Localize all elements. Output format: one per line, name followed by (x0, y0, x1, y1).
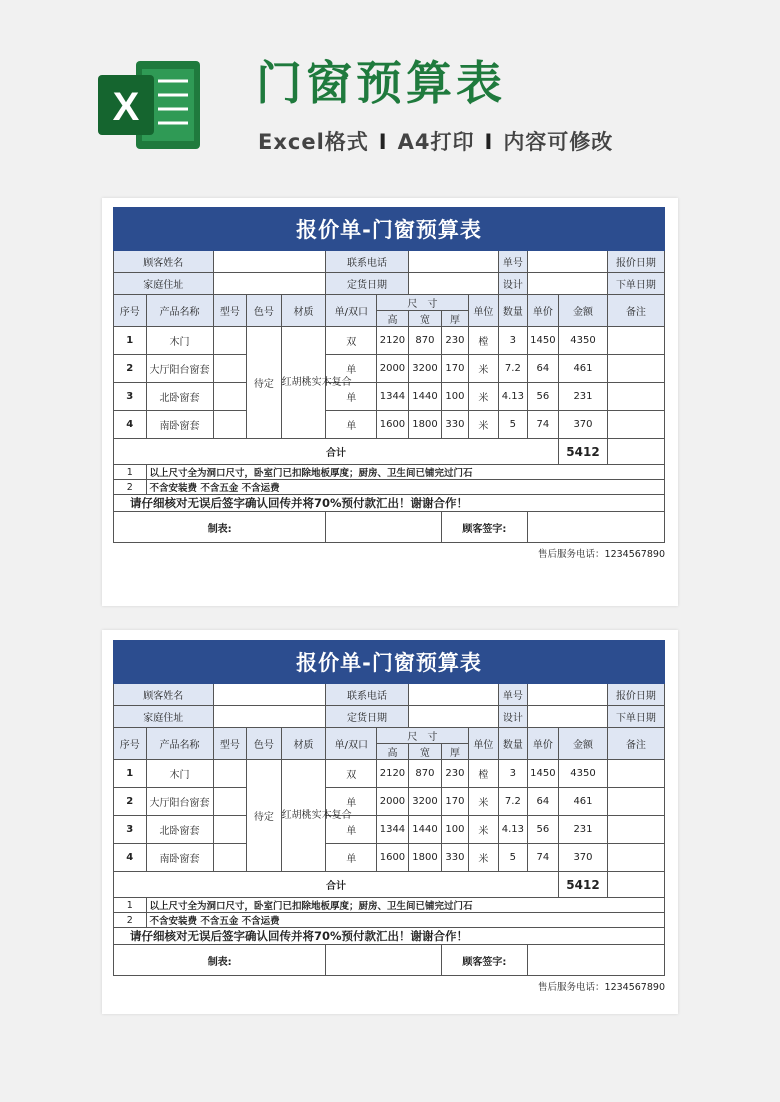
row-thickness: 100 (442, 383, 468, 411)
col-header-height: 高 (377, 744, 409, 760)
total-value: 5412 (559, 872, 608, 898)
row-unit: 樘 (468, 760, 498, 788)
col-header-material: 材质 (281, 728, 326, 760)
note-text: 以上尺寸全为洞口尺寸，卧室门已扣除地板厚度；厨房、卫生间已铺完过门石 (146, 465, 664, 480)
row-price: 1450 (527, 760, 559, 788)
row-height: 1344 (377, 383, 409, 411)
row-model (213, 760, 247, 788)
row-width: 1800 (408, 844, 442, 872)
customer-name-label: 顾客姓名 (114, 684, 214, 706)
design-field[interactable] (527, 706, 607, 728)
row-remark (607, 355, 664, 383)
design-label: 设计 (499, 706, 527, 728)
row-width: 1440 (408, 816, 442, 844)
design-label: 设计 (499, 273, 527, 295)
row-height: 2120 (377, 760, 409, 788)
order-no-label: 单号 (499, 684, 527, 706)
col-header-no: 序号 (114, 728, 147, 760)
row-thickness: 170 (442, 788, 468, 816)
material-cell: 红胡桃实木复合 (281, 760, 326, 872)
row-height: 2000 (377, 788, 409, 816)
service-phone: 售后服务电话：1234567890 (538, 549, 665, 560)
row-qty: 7.2 (499, 355, 527, 383)
table-row (114, 760, 665, 788)
table-row (114, 327, 665, 355)
col-header-unit: 单位 (468, 728, 498, 760)
customer-sign-field[interactable] (527, 512, 664, 543)
row-model (213, 816, 247, 844)
customer-sign-label: 顾客签字: (442, 945, 527, 976)
quote-date-label: 报价日期 (607, 251, 664, 273)
order-date-label: 定货日期 (326, 273, 408, 295)
row-price: 64 (527, 355, 559, 383)
row-model (213, 355, 247, 383)
row-unit: 米 (468, 816, 498, 844)
row-single-double: 单 (326, 355, 377, 383)
total-label: 合计 (114, 872, 559, 898)
service-phone: 售后服务电话：1234567890 (538, 982, 665, 993)
row-width: 3200 (408, 355, 442, 383)
col-header-color: 色号 (247, 728, 282, 760)
row-thickness: 230 (442, 327, 468, 355)
material-cell: 红胡桃实木复合 (281, 327, 326, 439)
row-model (213, 327, 247, 355)
customer-name-label: 顾客姓名 (114, 251, 214, 273)
customer-name-field[interactable] (213, 684, 326, 706)
row-no: 4 (114, 411, 147, 439)
order-date-field[interactable] (408, 706, 498, 728)
total-remark (607, 439, 664, 465)
order-no-label: 单号 (499, 251, 527, 273)
row-amount: 370 (559, 411, 608, 439)
maker-label: 制表: (114, 945, 326, 976)
col-header-remark: 备注 (607, 728, 664, 760)
maker-label: 制表: (114, 512, 326, 543)
col-header-model: 型号 (213, 295, 247, 327)
col-header-thickness: 厚 (442, 744, 468, 760)
row-unit: 米 (468, 844, 498, 872)
note-text: 不含安装费 不含五金 不含运费 (146, 480, 664, 495)
row-single-double: 单 (326, 788, 377, 816)
row-qty: 5 (499, 844, 527, 872)
row-height: 1600 (377, 844, 409, 872)
row-amount: 461 (559, 788, 608, 816)
address-field[interactable] (213, 273, 326, 295)
col-header-width: 宽 (408, 744, 442, 760)
table-row (114, 788, 665, 816)
quote-sheet-2 (113, 640, 665, 993)
row-product: 大厅阳台窗套 (146, 788, 213, 816)
phone-label: 联系电话 (326, 251, 408, 273)
total-remark (607, 872, 664, 898)
col-header-qty: 数量 (499, 295, 527, 327)
row-width: 3200 (408, 788, 442, 816)
row-no: 3 (114, 383, 147, 411)
col-header-width: 宽 (408, 311, 442, 327)
row-no: 2 (114, 788, 147, 816)
row-product: 木门 (146, 760, 213, 788)
row-height: 1344 (377, 816, 409, 844)
row-amount: 370 (559, 844, 608, 872)
col-header-height: 高 (377, 311, 409, 327)
note-text: 不含安装费 不含五金 不含运费 (146, 913, 664, 928)
col-header-material: 材质 (281, 295, 326, 327)
note-text: 以上尺寸全为洞口尺寸，卧室门已扣除地板厚度；厨房、卫生间已铺完过门石 (146, 898, 664, 913)
maker-field[interactable] (326, 512, 442, 543)
order-no-field[interactable] (527, 251, 607, 273)
row-thickness: 330 (442, 411, 468, 439)
col-header-qty: 数量 (499, 728, 527, 760)
row-price: 1450 (527, 327, 559, 355)
quote-date-label: 报价日期 (607, 684, 664, 706)
phone-field[interactable] (408, 684, 498, 706)
col-header-size: 尺 寸 (377, 728, 468, 744)
row-height: 1600 (377, 411, 409, 439)
row-price: 74 (527, 844, 559, 872)
row-single-double: 单 (326, 816, 377, 844)
note-no: 1 (114, 465, 147, 480)
col-header-no: 序号 (114, 295, 147, 327)
row-amount: 4350 (559, 327, 608, 355)
place-date-label: 下单日期 (607, 706, 664, 728)
row-width: 1800 (408, 411, 442, 439)
col-header-amount: 金额 (559, 295, 608, 327)
phone-label: 联系电话 (326, 684, 408, 706)
row-thickness: 100 (442, 816, 468, 844)
col-header-single-double: 单/双口 (326, 728, 377, 760)
row-thickness: 170 (442, 355, 468, 383)
col-header-product: 产品名称 (146, 728, 213, 760)
total-value: 5412 (559, 439, 608, 465)
row-unit: 米 (468, 383, 498, 411)
row-remark (607, 844, 664, 872)
row-product: 大厅阳台窗套 (146, 355, 213, 383)
phone-field[interactable] (408, 251, 498, 273)
col-header-price: 单价 (527, 295, 559, 327)
row-product: 北卧窗套 (146, 816, 213, 844)
row-qty: 5 (499, 411, 527, 439)
row-unit: 米 (468, 411, 498, 439)
row-unit: 米 (468, 788, 498, 816)
row-single-double: 双 (326, 327, 377, 355)
note-no: 1 (114, 898, 147, 913)
col-header-unit: 单位 (468, 295, 498, 327)
order-no-field[interactable] (527, 684, 607, 706)
row-product: 木门 (146, 327, 213, 355)
col-header-remark: 备注 (607, 295, 664, 327)
customer-sign-label: 顾客签字: (442, 512, 527, 543)
row-qty: 4.13 (499, 383, 527, 411)
quote-sheet-1 (113, 207, 665, 560)
row-model (213, 844, 247, 872)
row-no: 1 (114, 760, 147, 788)
sheet-title: 报价单-门窗预算表 (114, 641, 665, 684)
sub-title: Excel格式 I A4打印 I 内容可修改 (258, 130, 614, 154)
row-width: 870 (408, 760, 442, 788)
table-row (114, 355, 665, 383)
row-remark (607, 788, 664, 816)
row-remark (607, 327, 664, 355)
col-header-product: 产品名称 (146, 295, 213, 327)
col-header-model: 型号 (213, 728, 247, 760)
customer-name-field[interactable] (213, 251, 326, 273)
row-remark (607, 816, 664, 844)
row-thickness: 330 (442, 844, 468, 872)
main-title: 门窗预算表 (256, 56, 506, 110)
row-product: 南卧窗套 (146, 844, 213, 872)
row-amount: 231 (559, 816, 608, 844)
row-model (213, 411, 247, 439)
table-row (114, 816, 665, 844)
col-header-price: 单价 (527, 728, 559, 760)
row-qty: 3 (499, 327, 527, 355)
place-date-label: 下单日期 (607, 273, 664, 295)
row-qty: 4.13 (499, 816, 527, 844)
table-row (114, 844, 665, 872)
address-field[interactable] (213, 706, 326, 728)
col-header-amount: 金额 (559, 728, 608, 760)
row-product: 南卧窗套 (146, 411, 213, 439)
design-field[interactable] (527, 273, 607, 295)
row-remark (607, 760, 664, 788)
row-no: 2 (114, 355, 147, 383)
confirm-text: 请仔细核对无误后签字确认回传并将70%预付款汇出！谢谢合作！ (114, 928, 665, 945)
row-amount: 461 (559, 355, 608, 383)
address-label: 家庭住址 (114, 706, 214, 728)
col-header-size: 尺 寸 (377, 295, 468, 311)
row-single-double: 单 (326, 383, 377, 411)
row-height: 2120 (377, 327, 409, 355)
row-amount: 231 (559, 383, 608, 411)
banner (0, 0, 780, 175)
row-unit: 樘 (468, 327, 498, 355)
row-width: 1440 (408, 383, 442, 411)
row-no: 3 (114, 816, 147, 844)
table-row (114, 383, 665, 411)
address-label: 家庭住址 (114, 273, 214, 295)
svg-text:X: X (112, 85, 140, 129)
row-price: 56 (527, 383, 559, 411)
col-header-thickness: 厚 (442, 311, 468, 327)
row-remark (607, 383, 664, 411)
row-no: 1 (114, 327, 147, 355)
row-price: 56 (527, 816, 559, 844)
order-date-label: 定货日期 (326, 706, 408, 728)
row-remark (607, 411, 664, 439)
row-qty: 3 (499, 760, 527, 788)
row-no: 4 (114, 844, 147, 872)
note-no: 2 (114, 913, 147, 928)
color-cell: 待定 (247, 327, 282, 439)
col-header-single-double: 单/双口 (326, 295, 377, 327)
row-width: 870 (408, 327, 442, 355)
note-no: 2 (114, 480, 147, 495)
confirm-text: 请仔细核对无误后签字确认回传并将70%预付款汇出！谢谢合作！ (114, 495, 665, 512)
row-product: 北卧窗套 (146, 383, 213, 411)
table-row (114, 411, 665, 439)
row-qty: 7.2 (499, 788, 527, 816)
sheet-title: 报价单-门窗预算表 (114, 208, 665, 251)
row-model (213, 383, 247, 411)
row-single-double: 单 (326, 411, 377, 439)
row-single-double: 单 (326, 844, 377, 872)
order-date-field[interactable] (408, 273, 498, 295)
row-unit: 米 (468, 355, 498, 383)
color-cell: 待定 (247, 760, 282, 872)
row-model (213, 788, 247, 816)
customer-sign-field[interactable] (527, 945, 664, 976)
quote-table (113, 640, 665, 976)
total-label: 合计 (114, 439, 559, 465)
row-price: 74 (527, 411, 559, 439)
col-header-color: 色号 (247, 295, 282, 327)
row-height: 2000 (377, 355, 409, 383)
row-amount: 4350 (559, 760, 608, 788)
row-price: 64 (527, 788, 559, 816)
row-single-double: 双 (326, 760, 377, 788)
excel-logo-icon (98, 55, 202, 155)
row-thickness: 230 (442, 760, 468, 788)
quote-table (113, 207, 665, 543)
maker-field[interactable] (326, 945, 442, 976)
